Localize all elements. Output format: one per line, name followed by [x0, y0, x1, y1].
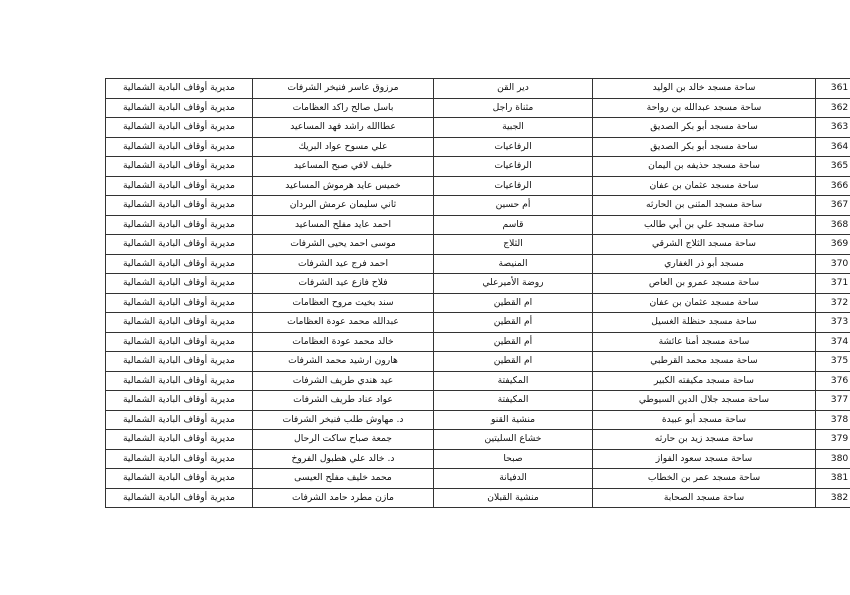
table-row [106, 469, 850, 489]
cell-area: المكيفتة [434, 371, 593, 391]
cell-person-name: عبدالله محمد عودة العظامات [253, 313, 434, 333]
cell-person-name: هارون ارشيد محمد الشرفات [253, 352, 434, 372]
cell-mosque-name: ساحة مسجد أبو بكر الصديق [593, 118, 816, 138]
table-row [106, 196, 850, 216]
cell-directorate: مديرية أوقاف البادية الشمالية [106, 488, 253, 508]
cell-number: 381 [816, 469, 850, 489]
cell-person-name: علي مسوح عواد البريك [253, 137, 434, 157]
cell-person-name: د. مهاوش طلب فنيخر الشرفات [253, 410, 434, 430]
cell-mosque-name: ساحة مسجد حذيفه بن اليمان [593, 157, 816, 177]
table-row [106, 352, 850, 372]
cell-area: أم القطين [434, 332, 593, 352]
cell-area: ام القطين [434, 352, 593, 372]
cell-number: 374 [816, 332, 850, 352]
cell-mosque-name: ساحة مسجد خالد بن الوليد [593, 79, 816, 99]
mosque-table [105, 78, 850, 508]
cell-person-name: عيد هندي طريف الشرفات [253, 371, 434, 391]
table-row [106, 488, 850, 508]
cell-mosque-name: ساحة مسجد عثمان بن عفان [593, 176, 816, 196]
cell-number: 376 [816, 371, 850, 391]
cell-area: الثلاج [434, 235, 593, 255]
table-row [106, 254, 850, 274]
cell-directorate: مديرية أوقاف البادية الشمالية [106, 176, 253, 196]
cell-directorate: مديرية أوقاف البادية الشمالية [106, 352, 253, 372]
cell-directorate: مديرية أوقاف البادية الشمالية [106, 469, 253, 489]
cell-directorate: مديرية أوقاف البادية الشمالية [106, 157, 253, 177]
table-row [106, 98, 850, 118]
cell-mosque-name: ساحة مسجد مكيفته الكبير [593, 371, 816, 391]
cell-area: أم القطين [434, 313, 593, 333]
cell-directorate: مديرية أوقاف البادية الشمالية [106, 118, 253, 138]
cell-area: أم حسين [434, 196, 593, 216]
cell-mosque-name: ساحة مسجد أمنا عائشة [593, 332, 816, 352]
cell-directorate: مديرية أوقاف البادية الشمالية [106, 79, 253, 99]
cell-mosque-name: ساحة مسجد علي بن أبي طالب [593, 215, 816, 235]
cell-mosque-name: ساحة مسجد سعود الفواز [593, 449, 816, 469]
cell-area: الرفاعيات [434, 137, 593, 157]
table-row [106, 137, 850, 157]
cell-person-name: خليف لافي صبح المساعيد [253, 157, 434, 177]
cell-mosque-name: ساحة مسجد الثلاج الشرقي [593, 235, 816, 255]
table-row [106, 274, 850, 294]
table-row [106, 332, 850, 352]
cell-number: 369 [816, 235, 850, 255]
cell-person-name: خالد محمد عودة العظامات [253, 332, 434, 352]
cell-area: الجبية [434, 118, 593, 138]
cell-number: 377 [816, 391, 850, 411]
cell-person-name: مرزوق عاسر فنيخر الشرفات [253, 79, 434, 99]
table-row [106, 235, 850, 255]
cell-area: صبحا [434, 449, 593, 469]
cell-directorate: مديرية أوقاف البادية الشمالية [106, 449, 253, 469]
cell-area: منشية القبلان [434, 488, 593, 508]
table-row [106, 157, 850, 177]
cell-mosque-name: ساحة مسجد زيد بن حارثه [593, 430, 816, 450]
cell-person-name: د. خالد علي هطبول الفروخ [253, 449, 434, 469]
cell-person-name: عواد عناد طريف الشرفات [253, 391, 434, 411]
table-row [106, 391, 850, 411]
cell-mosque-name: ساحة مسجد عمر بن الخطاب [593, 469, 816, 489]
cell-mosque-name: مسجد أبو ذر الغفاري [593, 254, 816, 274]
table-row [106, 371, 850, 391]
cell-number: 371 [816, 274, 850, 294]
cell-person-name: احمد فرج عيد الشرفات [253, 254, 434, 274]
cell-mosque-name: ساحة مسجد الصحابة [593, 488, 816, 508]
cell-mosque-name: ساحة مسجد أبو عبيدة [593, 410, 816, 430]
table-row [106, 313, 850, 333]
cell-number: 364 [816, 137, 850, 157]
cell-number: 366 [816, 176, 850, 196]
cell-number: 378 [816, 410, 850, 430]
table-row [106, 410, 850, 430]
cell-number: 380 [816, 449, 850, 469]
cell-area: الرفاعيات [434, 176, 593, 196]
cell-directorate: مديرية أوقاف البادية الشمالية [106, 196, 253, 216]
table-body [106, 79, 850, 508]
table-row [106, 215, 850, 235]
cell-person-name: موسى احمد يحيى الشرفات [253, 235, 434, 255]
table-row [106, 293, 850, 313]
cell-number: 367 [816, 196, 850, 216]
cell-area: الرفاعيات [434, 157, 593, 177]
cell-number: 382 [816, 488, 850, 508]
table-row [106, 430, 850, 450]
cell-person-name: فلاح فازع عيد الشرفات [253, 274, 434, 294]
cell-number: 363 [816, 118, 850, 138]
cell-person-name: عطاالله راشد فهد المساعيد [253, 118, 434, 138]
cell-person-name: محمد خليف مفلح العيسى [253, 469, 434, 489]
cell-number: 379 [816, 430, 850, 450]
cell-directorate: مديرية أوقاف البادية الشمالية [106, 274, 253, 294]
cell-number: 368 [816, 215, 850, 235]
cell-area: روضة الأميرعلي [434, 274, 593, 294]
cell-area: منشية القنو [434, 410, 593, 430]
table-row [106, 176, 850, 196]
cell-directorate: مديرية أوقاف البادية الشمالية [106, 215, 253, 235]
table-row [106, 449, 850, 469]
cell-person-name: جمعة صباح ساكت الرحال [253, 430, 434, 450]
table-row [106, 118, 850, 138]
cell-number: 373 [816, 313, 850, 333]
cell-directorate: مديرية أوقاف البادية الشمالية [106, 254, 253, 274]
cell-directorate: مديرية أوقاف البادية الشمالية [106, 235, 253, 255]
cell-number: 372 [816, 293, 850, 313]
cell-mosque-name: ساحة مسجد عبدالله بن رواحة [593, 98, 816, 118]
cell-directorate: مديرية أوقاف البادية الشمالية [106, 98, 253, 118]
cell-person-name: احمد عايد مفلح المساعيد [253, 215, 434, 235]
cell-number: 362 [816, 98, 850, 118]
cell-directorate: مديرية أوقاف البادية الشمالية [106, 430, 253, 450]
cell-mosque-name: ساحة مسجد عثمان بن عفان [593, 293, 816, 313]
cell-area: المكيفتة [434, 391, 593, 411]
cell-person-name: سند بخيت مروح العظامات [253, 293, 434, 313]
cell-number: 370 [816, 254, 850, 274]
table-row [106, 79, 850, 99]
cell-area: قاسم [434, 215, 593, 235]
cell-area: دير القن [434, 79, 593, 99]
cell-person-name: مازن مطرد حامد الشرفات [253, 488, 434, 508]
cell-directorate: مديرية أوقاف البادية الشمالية [106, 313, 253, 333]
cell-person-name: باسل صالح راكد العظامات [253, 98, 434, 118]
cell-directorate: مديرية أوقاف البادية الشمالية [106, 410, 253, 430]
cell-area: المنيصة [434, 254, 593, 274]
cell-person-name: خميس عايد هرموش المساعيد [253, 176, 434, 196]
cell-mosque-name: ساحة مسجد أبو بكر الصديق [593, 137, 816, 157]
cell-mosque-name: ساحة مسجد المثنى بن الحارثه [593, 196, 816, 216]
cell-mosque-name: ساحة مسجد عمرو بن العاص [593, 274, 816, 294]
cell-person-name: ثاني سليمان عرمش البردان [253, 196, 434, 216]
cell-directorate: مديرية أوقاف البادية الشمالية [106, 391, 253, 411]
cell-area: الدفيانة [434, 469, 593, 489]
cell-area: مثناة راجل [434, 98, 593, 118]
cell-number: 365 [816, 157, 850, 177]
cell-mosque-name: ساحة مسجد حنظلة الغسيل [593, 313, 816, 333]
cell-mosque-name: ساحة مسجد جلال الدين السيوطي [593, 391, 816, 411]
cell-directorate: مديرية أوقاف البادية الشمالية [106, 137, 253, 157]
cell-mosque-name: ساحة مسجد محمد القرطبي [593, 352, 816, 372]
cell-directorate: مديرية أوقاف البادية الشمالية [106, 371, 253, 391]
cell-directorate: مديرية أوقاف البادية الشمالية [106, 293, 253, 313]
cell-area: خشاع السليتين [434, 430, 593, 450]
cell-number: 361 [816, 79, 850, 99]
cell-area: ام القطين [434, 293, 593, 313]
cell-number: 375 [816, 352, 850, 372]
cell-directorate: مديرية أوقاف البادية الشمالية [106, 332, 253, 352]
